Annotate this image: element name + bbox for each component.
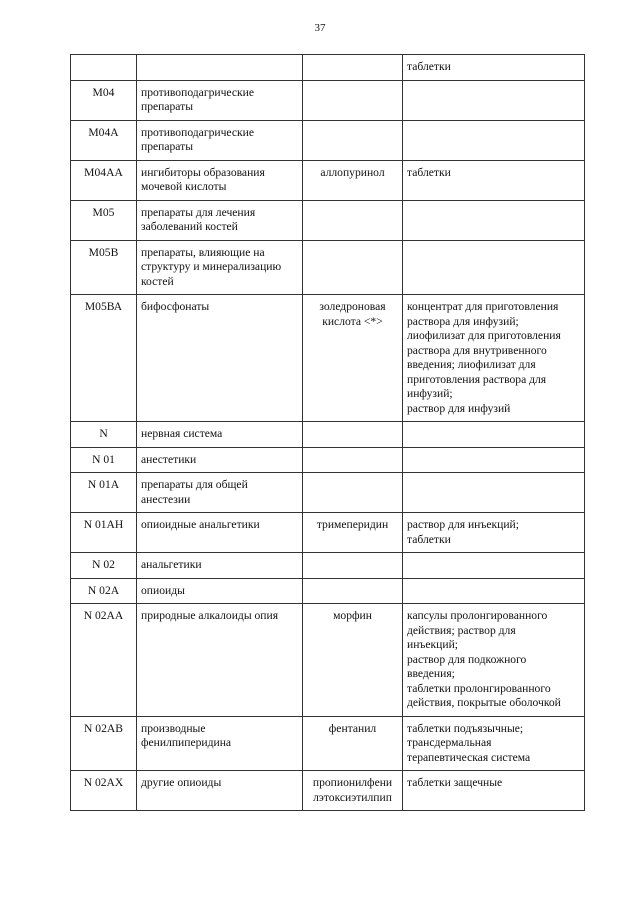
dosage-form-cell bbox=[403, 80, 585, 120]
group-name-cell: противоподагрические препараты bbox=[137, 120, 303, 160]
group-name-cell: опиоидные анальгетики bbox=[137, 513, 303, 553]
inn-cell bbox=[303, 240, 403, 295]
inn-cell bbox=[303, 422, 403, 448]
table-row bbox=[71, 55, 585, 81]
atc-code-cell: М04 bbox=[71, 80, 137, 120]
dosage-form-cell: капсулы пролонгированного действия; раствор для инъекций; раствор для подкожного введения; таблетки пролонгированного действия, покрытые оболочкой bbox=[403, 604, 585, 717]
inn-cell: аллопуринол bbox=[303, 160, 403, 200]
inn-cell bbox=[303, 80, 403, 120]
atc-code-cell: М05В bbox=[71, 240, 137, 295]
dosage-form-cell bbox=[403, 578, 585, 604]
group-name-cell bbox=[137, 55, 303, 81]
group-name-cell: производные фенилпиперидина bbox=[137, 716, 303, 771]
dosage-form-cell bbox=[403, 473, 585, 513]
table-row bbox=[71, 80, 585, 120]
group-name-cell: противоподагрические препараты bbox=[137, 80, 303, 120]
inn-cell bbox=[303, 200, 403, 240]
group-name-cell: ингибиторы образования мочевой кислоты bbox=[137, 160, 303, 200]
atc-code-cell: N 01 bbox=[71, 447, 137, 473]
atc-code-cell: N 02 bbox=[71, 553, 137, 579]
table-row bbox=[71, 120, 585, 160]
dosage-form-cell: таблетки bbox=[403, 55, 585, 81]
group-name-cell: нервная система bbox=[137, 422, 303, 448]
page-number: 37 bbox=[314, 22, 326, 34]
table-row bbox=[71, 200, 585, 240]
dosage-form-cell: концентрат для приготовления раствора для инфузий; лиофилизат для приготовления раствора для внутривенного введения; лиофилизат для приготовления раствора для инфузий; раствор для инфузий bbox=[403, 295, 585, 422]
table-row bbox=[71, 447, 585, 473]
group-name-cell: опиоиды bbox=[137, 578, 303, 604]
dosage-form-cell bbox=[403, 553, 585, 579]
table-row bbox=[71, 604, 585, 717]
table-row bbox=[71, 473, 585, 513]
table-row bbox=[71, 422, 585, 448]
inn-cell bbox=[303, 120, 403, 160]
atc-code-cell: М04А bbox=[71, 120, 137, 160]
inn-cell: морфин bbox=[303, 604, 403, 717]
atc-code-cell: N 01А bbox=[71, 473, 137, 513]
group-name-cell: природные алкалоиды опия bbox=[137, 604, 303, 717]
group-name-cell: анальгетики bbox=[137, 553, 303, 579]
table-row bbox=[71, 771, 585, 811]
dosage-form-cell bbox=[403, 447, 585, 473]
inn-cell bbox=[303, 578, 403, 604]
inn-cell bbox=[303, 447, 403, 473]
group-name-cell: бифосфонаты bbox=[137, 295, 303, 422]
atc-code-cell: М04АА bbox=[71, 160, 137, 200]
table-body bbox=[71, 55, 585, 811]
atc-code-cell: М05ВА bbox=[71, 295, 137, 422]
dosage-form-cell bbox=[403, 240, 585, 295]
dosage-form-cell bbox=[403, 120, 585, 160]
atc-code-cell: N bbox=[71, 422, 137, 448]
dosage-form-cell: таблетки защечные bbox=[403, 771, 585, 811]
group-name-cell: препараты, влияющие на структуру и минерализацию костей bbox=[137, 240, 303, 295]
group-name-cell: анестетики bbox=[137, 447, 303, 473]
table-row bbox=[71, 513, 585, 553]
inn-cell bbox=[303, 553, 403, 579]
table-row bbox=[71, 716, 585, 771]
inn-cell bbox=[303, 55, 403, 81]
atc-code-cell: N 02АВ bbox=[71, 716, 137, 771]
group-name-cell: другие опиоиды bbox=[137, 771, 303, 811]
table-row bbox=[71, 578, 585, 604]
inn-cell: тримеперидин bbox=[303, 513, 403, 553]
table-row bbox=[71, 553, 585, 579]
atc-code-cell: N 02АА bbox=[71, 604, 137, 717]
atc-code-cell: N 02АХ bbox=[71, 771, 137, 811]
table-row bbox=[71, 240, 585, 295]
inn-cell: золедроновая кислота <*> bbox=[303, 295, 403, 422]
dosage-form-cell bbox=[403, 422, 585, 448]
table-row bbox=[71, 160, 585, 200]
atc-code-cell: М05 bbox=[71, 200, 137, 240]
drug-classification-table bbox=[70, 54, 585, 811]
atc-code-cell: N 02А bbox=[71, 578, 137, 604]
group-name-cell: препараты для лечения заболеваний костей bbox=[137, 200, 303, 240]
group-name-cell: препараты для общей анестезии bbox=[137, 473, 303, 513]
inn-cell: фентанил bbox=[303, 716, 403, 771]
dosage-form-cell: таблетки подъязычные; трансдермальная терапевтическая система bbox=[403, 716, 585, 771]
inn-cell bbox=[303, 473, 403, 513]
table-row bbox=[71, 295, 585, 422]
dosage-form-cell: таблетки bbox=[403, 160, 585, 200]
atc-code-cell bbox=[71, 55, 137, 81]
dosage-form-cell bbox=[403, 200, 585, 240]
dosage-form-cell: раствор для инъекций; таблетки bbox=[403, 513, 585, 553]
inn-cell: пропионилфени лэтоксиэтилпип bbox=[303, 771, 403, 811]
atc-code-cell: N 01АН bbox=[71, 513, 137, 553]
